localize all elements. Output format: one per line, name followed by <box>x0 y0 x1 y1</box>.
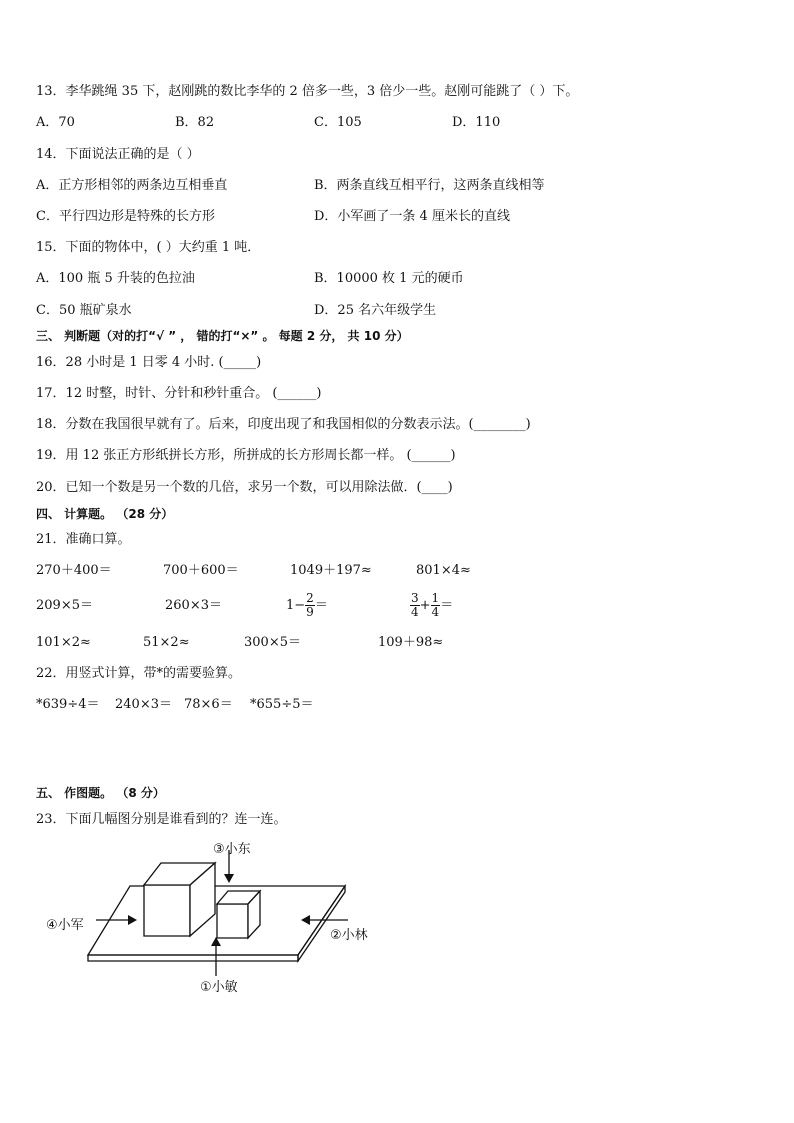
calc-item: 801×4≈ <box>416 563 471 578</box>
section-3-title: 三、 判断题（对的打“√ ” ， 错的打“×” 。 每题 2 分， 共 10 分） <box>36 329 409 343</box>
q17: 17．12 时整，时针、分针和秒针重合。 (______) <box>36 386 322 401</box>
q15-option-d: D．25 名六年级学生 <box>314 303 437 318</box>
q15-option-c: C．50 瓶矿泉水 <box>36 303 132 318</box>
q22-stem: 22．用竖式计算，带*的需要验算。 <box>36 666 242 681</box>
q14-option-b: B．两条直线互相平行，这两条直线相等 <box>314 178 545 193</box>
q21-stem: 21．准确口算。 <box>36 532 131 547</box>
fraction-3-4 <box>410 592 420 619</box>
section-5-title: 五、 作图题。 （8 分） <box>36 786 165 800</box>
calc-item: 209×5＝ <box>36 598 93 613</box>
q20: 20．已知一个数是另一个数的几倍，求另一个数，可以用除法做．(____) <box>36 480 453 495</box>
fraction-denominator: 9 <box>306 605 314 619</box>
q14-option-d: D．小军画了一条 4 厘米长的直线 <box>314 209 510 224</box>
fraction-expression-1 <box>286 589 328 623</box>
calc-item: 1049＋197≈ <box>290 563 372 578</box>
q15-stem: 15．下面的物体中，( ）大约重 1 吨． <box>36 240 261 255</box>
fraction-numerator: 3 <box>411 591 419 605</box>
calc-item: 101×2≈ <box>36 635 91 650</box>
q19: 19．用 12 张正方形纸拼长方形，所拼成的长方形周长都一样。 (______) <box>36 448 456 463</box>
q13-option-d: D．110 <box>452 115 501 130</box>
q15-option-b: B．10000 枚 1 元的硬币 <box>314 271 464 286</box>
calc-item: 300×5＝ <box>244 635 301 650</box>
arrow-down-icon <box>224 874 234 883</box>
fraction-plus: + <box>419 598 431 613</box>
calc-item: 109＋98≈ <box>378 635 444 650</box>
fraction-denominator: 4 <box>411 605 419 619</box>
fraction-2-9 <box>305 592 315 619</box>
q13-option-c: C．105 <box>314 115 362 130</box>
q15-option-a: A．100 瓶 5 升装的色拉油 <box>36 271 195 286</box>
q13-stem: 13．李华跳绳 35 下，赵刚跳的数比李华的 2 倍多一些，3 倍少一些。赵刚可能跳了（ ）下。 <box>36 84 579 99</box>
q14-stem: 14．下面说法正确的是（ ） <box>36 147 200 162</box>
small-cube-front <box>217 904 248 938</box>
calc-item: 260×3＝ <box>165 598 222 613</box>
fraction-whole: 1− <box>286 598 306 613</box>
arrow-left-icon <box>301 915 310 925</box>
fraction-numerator: 2 <box>306 591 314 605</box>
q14-option-c: C．平行四边形是特殊的长方形 <box>36 209 215 224</box>
fraction-denominator: 4 <box>431 605 440 619</box>
fraction-numerator: 1 <box>431 591 440 605</box>
arrow-right-icon <box>128 915 137 925</box>
vertical-calc-item: *639÷4＝ <box>36 697 100 712</box>
label-xiaolin: ②小林 <box>330 928 368 943</box>
vertical-calc-item: 78×6＝ <box>184 697 233 712</box>
view-diagram <box>40 838 400 1000</box>
fraction-equals: ＝ <box>314 598 328 613</box>
q14-option-a: A．正方形相邻的两条边互相垂直 <box>36 178 228 193</box>
calc-item: 270＋400＝ <box>36 563 112 578</box>
section-4-title: 四、 计算题。 （28 分） <box>36 507 174 521</box>
calc-item: 700＋600＝ <box>163 563 239 578</box>
label-xiaomin: ①小敏 <box>200 980 238 995</box>
label-xiaojun: ④小军 <box>46 918 84 933</box>
fraction-equals: ＝ <box>440 598 454 613</box>
q13-option-b: B．82 <box>175 115 215 130</box>
q23-stem: 23．下面几幅图分别是谁看到的？连一连。 <box>36 812 287 827</box>
label-xiaodong: ③小东 <box>213 842 251 857</box>
q18: 18．分数在我国很早就有了。后来，印度出现了和我国相似的分数表示法。(________) <box>36 417 531 432</box>
board-side-edge <box>298 886 345 961</box>
calc-item: 51×2≈ <box>143 635 190 650</box>
big-cube-front <box>144 885 190 936</box>
vertical-calc-item: *655÷5＝ <box>250 697 314 712</box>
fraction-expression-2 <box>410 589 453 623</box>
q16: 16．28 小时是 1 日零 4 小时. (_____) <box>36 355 262 370</box>
vertical-calc-item: 240×3＝ <box>115 697 172 712</box>
fraction-1-4 <box>431 592 441 619</box>
q13-option-a: A．70 <box>36 115 75 130</box>
board-front-edge <box>88 955 298 961</box>
